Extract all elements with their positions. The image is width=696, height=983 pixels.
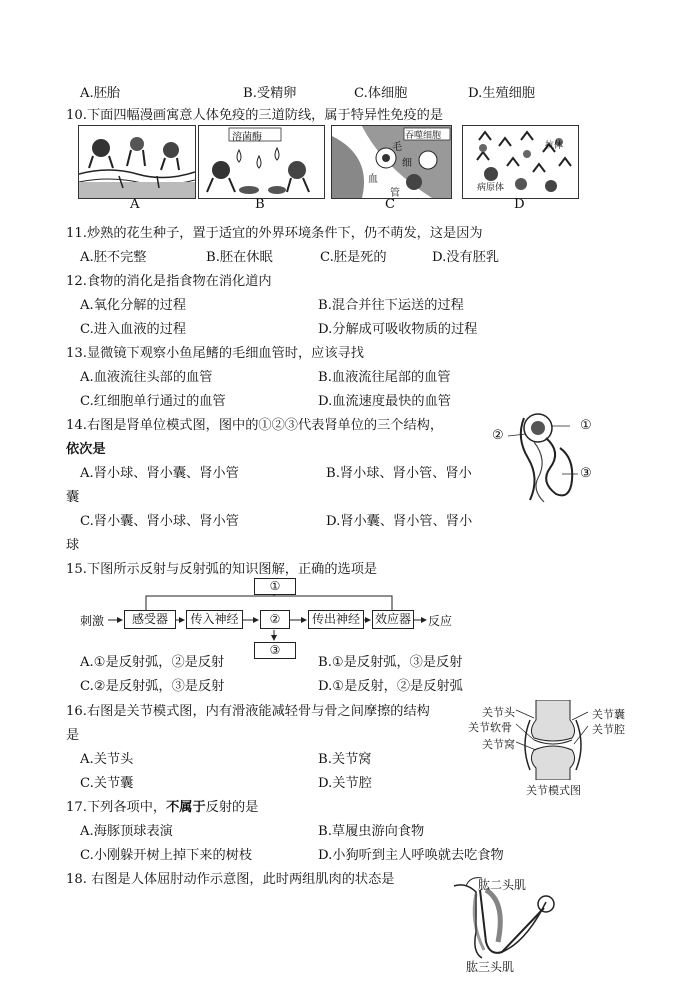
q13-option-b: B.血液流往尾部的血管 [318,370,451,385]
q15-option-a: A.①是反射弧，②是反射 [80,655,225,670]
q15-node-2: ② [260,610,290,629]
q10-panel-d-label: D [514,197,525,212]
q10-panel-c-text-5: 管 [390,188,400,199]
q11-option-c: C.胚是死的 [320,250,387,265]
q17-stem-bold: 不属于 [166,800,206,815]
q17-stem [66,796,258,815]
q14-stem-line2: 依次是 [66,442,106,457]
q12-stem: 12.食物的消化是指食物在消化道内 [66,274,272,289]
q17-option-a: A.海豚顶球表演 [80,824,173,839]
q15-end-text: 反应 [428,614,453,628]
q14-option-b: B.肾小球、肾小管、肾小 [326,466,472,481]
q9-option-a: A.胚胎 [80,86,121,101]
q17-stem-post: 反射的是 [205,800,259,815]
q16-stem-line2: 是 [66,728,80,743]
q14-option-a: A.肾小球、肾小囊、肾小管 [80,466,239,481]
q18-label-biceps: 肱二头肌 [478,878,527,892]
q10-panel-c-text-2: 毛 [392,142,402,153]
q17-option-c: C.小刚躲开树上掉下来的树枝 [80,848,253,863]
q17-option-d: D.小狗听到主人呼唤就去吃食物 [318,848,504,863]
q14-option-c: C.肾小囊、肾小球、肾小管 [80,514,239,529]
q11-option-b: B.胚在休眠 [206,250,273,265]
q9-option-d: D.生殖细胞 [468,86,536,101]
q11-option-a: A.胚不完整 [80,250,147,265]
q15-node-afferent: 传入神经 [186,610,243,629]
q15-node-3: ③ [254,642,296,659]
q16-figure-caption: 关节模式图 [526,784,581,797]
q12-option-b: B.混合并往下运送的过程 [318,298,464,313]
q10-panel-d-text-2: 病原体 [477,183,505,193]
q18-stem: 18. 右图是人体屈肘动作示意图，此时两组肌肉的状态是 [66,872,395,887]
q10-panel-b-text: 溶菌酶 [232,132,262,143]
q15-node-effector: 效应器 [372,610,414,629]
q16-option-c: C.关节囊 [80,776,134,791]
q13-stem: 13.显微镜下观察小鱼尾鳍的毛细血管时，应该寻找 [66,346,364,361]
q15-node-1: ① [254,578,296,595]
q14-option-d-wrap: 球 [66,538,80,553]
q13-option-c: C.红细胞单行通过的血管 [80,394,226,409]
q16-option-a: A.关节头 [80,752,134,767]
q14-label-2: ② [492,428,504,443]
q15-start-text: 刺激 [80,614,105,628]
q14-label-1: ① [580,418,592,433]
q10-panel-a-image [78,125,196,199]
q17-option-b: B.草履虫游向食物 [318,824,425,839]
q14-option-b-wrap: 囊 [66,490,80,505]
q18-label-triceps: 肱三头肌 [466,960,515,974]
q10-panel-b-label: B [255,197,265,212]
q12-option-d: D.分解成可吸收物质的过程 [318,322,478,337]
q15-option-d: D.①是反射，②是反射弧 [318,679,463,694]
q10-panel-d-image [462,125,579,199]
q16-label-cartilage: 关节软骨 [468,721,512,734]
q14-option-d: D.肾小囊、肾小管、肾小 [326,514,473,529]
q14-nephron-figure [490,408,600,508]
q10-panel-c-label: C [385,197,396,212]
q9-option-c: C.体细胞 [354,86,408,101]
q16-option-d: D.关节腔 [318,776,372,791]
q13-option-a: A.血液流往头部的血管 [80,370,213,385]
q18-elbow-figure [446,872,566,977]
q11-stem: 11.炒熟的花生种子，置于适宜的外界环境条件下，仍不萌发，这是因为 [66,226,483,241]
q16-joint-figure [468,700,638,795]
q16-label-socket: 关节窝 [482,738,515,751]
q10-panel-c-text-1: 吞噬细胞 [405,131,442,141]
q12-option-c: C.进入血液的过程 [80,322,187,337]
q11-option-d: D.没有胚乳 [432,250,500,265]
q10-panel-c-text-3: 细 [402,158,412,169]
q16-label-capsule: 关节囊 [592,708,625,721]
q13-option-d: D.血流速度最快的血管 [318,394,451,409]
q10-panel-c-image [331,125,452,199]
q10-panel-a-label: A [130,197,140,212]
q10-panel-b-image [198,125,325,199]
q15-stem: 15.下图所示反射与反射弧的知识图解，正确的选项是 [66,562,378,577]
q10-panel-c-text-4: 血 [368,174,378,185]
q15-option-b: B.①是反射弧，③是反射 [318,655,463,670]
q16-label-cavity: 关节腔 [592,723,625,736]
q14-label-3: ③ [580,466,592,481]
q10-panel-d-text-1: 抗体 [545,141,564,151]
q12-option-a: A.氧化分解的过程 [80,298,187,313]
q15-node-efferent: 传出神经 [308,610,364,629]
q16-label-head: 关节头 [482,706,515,719]
q17-stem-pre: 17.下列各项中， [66,800,167,815]
q10-stem: 10.下面四幅漫画寓意人体免疫的三道防线，属于特异性免疫的是 [66,108,444,123]
q15-option-c: C.②是反射弧，③是反射 [80,679,225,694]
q16-stem-line1: 16.右图是关节模式图，内有滑液能减轻骨与骨之间摩擦的结构 [66,704,430,719]
q15-node-receptor: 感受器 [124,610,176,629]
q9-option-b: B.受精卵 [243,86,297,101]
q14-stem-line1: 14.右图是肾单位模式图，图中的①②③代表肾单位的三个结构， [66,418,444,433]
q16-option-b: B.关节窝 [318,752,372,767]
